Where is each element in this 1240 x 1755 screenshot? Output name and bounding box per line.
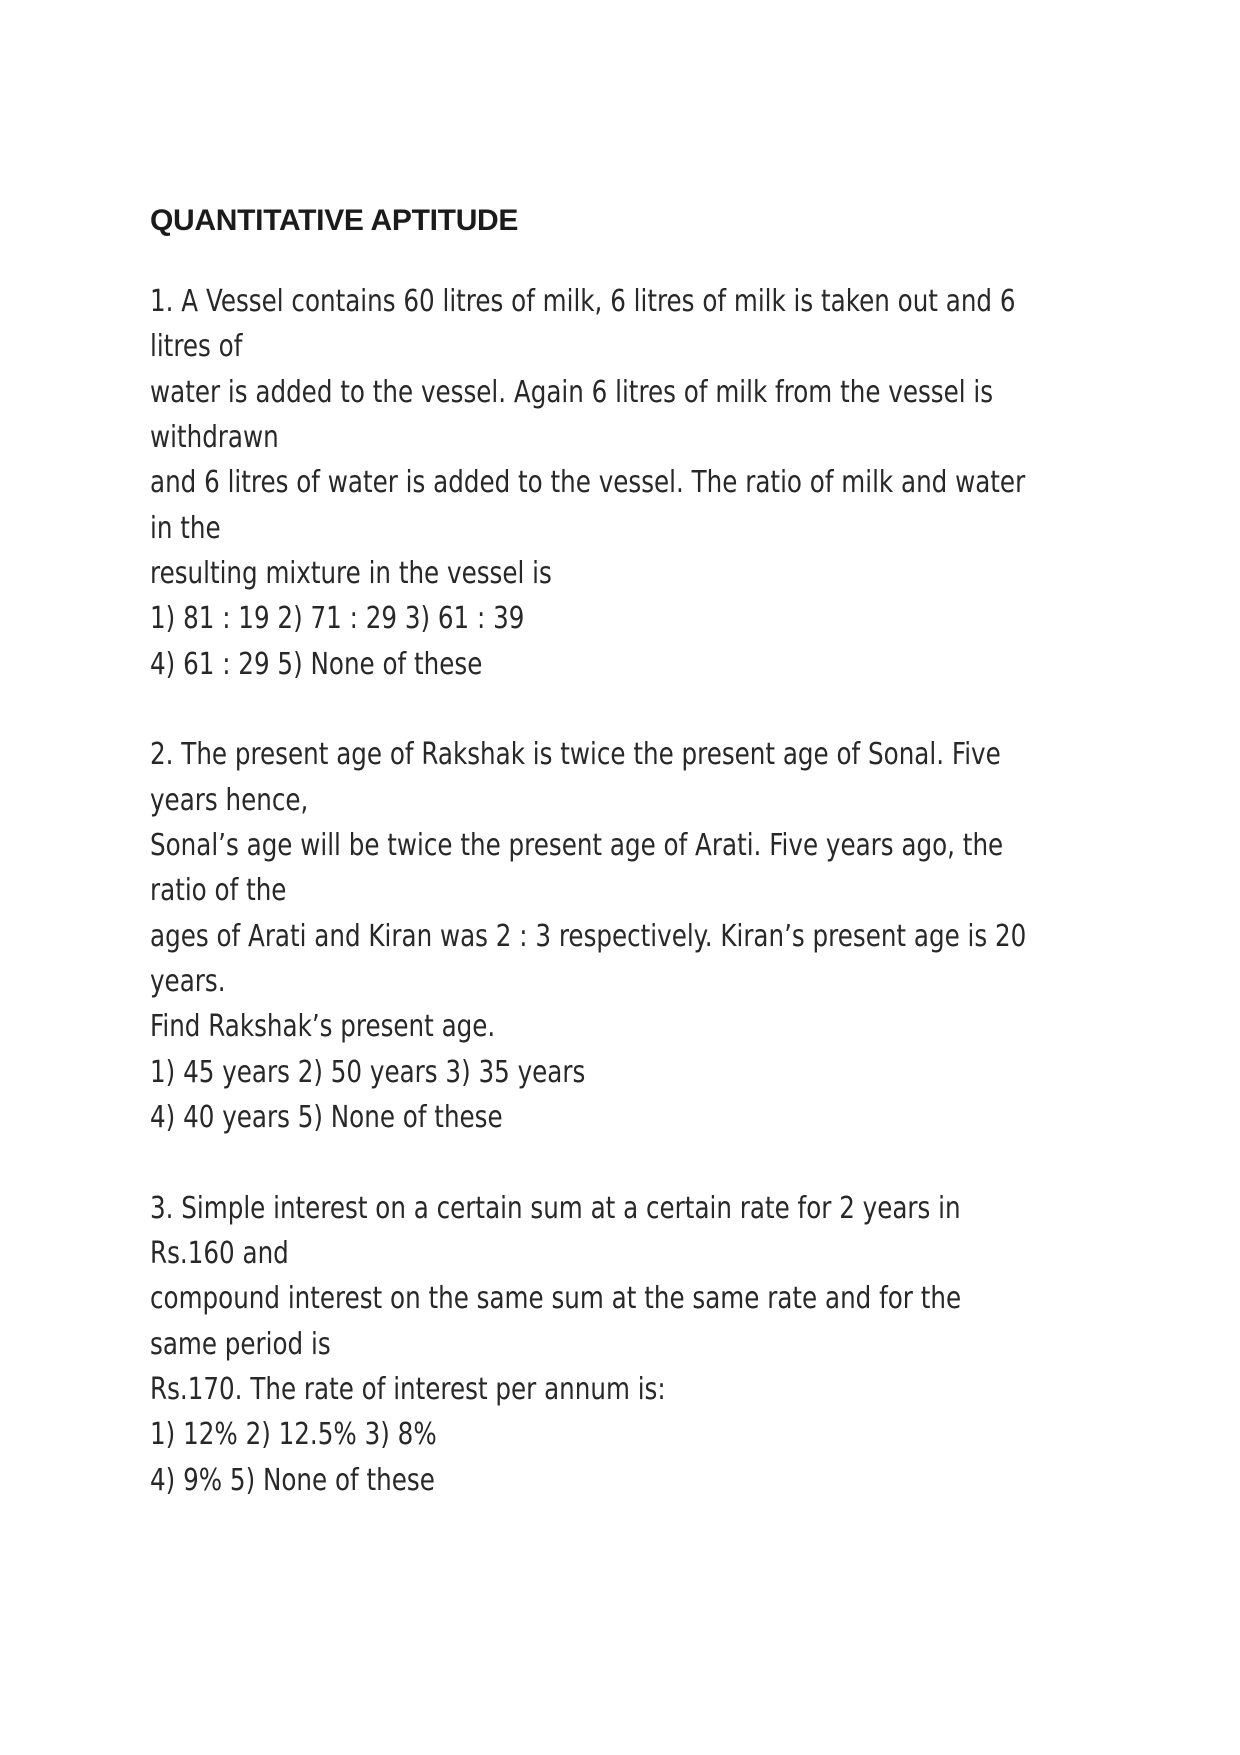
text-line: 4) 61 : 29 5) None of these: [150, 646, 483, 682]
text-line: 1) 45 years 2) 50 years 3) 35 years: [150, 1054, 586, 1090]
text-line: litres of: [150, 329, 243, 365]
text-line: 2. The present age of Rakshak is twice the present age of Sonal. Five: [150, 737, 1001, 773]
text-line: ratio of the: [150, 873, 287, 909]
question-block: [150, 279, 1026, 687]
text-line: water is added to the vessel. Again 6 litres of milk from the vessel is: [150, 374, 994, 410]
text-line: resulting mixture in the vessel is: [150, 555, 552, 591]
questions-container: [150, 279, 1026, 1503]
text-line: 4) 40 years 5) None of these: [150, 1099, 503, 1135]
text-line: compound interest on the same sum at the same rate and for the: [150, 1281, 962, 1317]
text-line: years hence,: [150, 782, 309, 818]
text-line: Rs.160 and: [150, 1235, 289, 1271]
text-line: ages of Arati and Kiran was 2 : 3 respectively. Kiran’s present age is 20: [150, 918, 1027, 954]
question-block: [150, 1186, 1026, 1503]
text-line: in the: [150, 510, 221, 546]
text-line: years.: [150, 963, 226, 999]
text-line: 3. Simple interest on a certain sum at a certain rate for 2 years in: [150, 1190, 961, 1226]
text-line: 1) 81 : 19 2) 71 : 29 3) 61 : 39: [150, 601, 525, 637]
text-line: withdrawn: [150, 419, 279, 455]
text-line: 4) 9% 5) None of these: [150, 1462, 435, 1498]
question-block: [150, 732, 1026, 1140]
text-line: Sonal’s age will be twice the present age of Arati. Five years ago, the: [150, 827, 1004, 863]
text-line: Rs.170. The rate of interest per annum is:: [150, 1371, 666, 1407]
text-line: Find Rakshak’s present age.: [150, 1009, 496, 1045]
text-line: same period is: [150, 1326, 331, 1362]
text-line: 1) 12% 2) 12.5% 3) 8%: [150, 1417, 437, 1453]
page-title: QUANTITATIVE APTITUDE: [150, 204, 519, 237]
text-line: and 6 litres of water is added to the vessel. The ratio of milk and water: [150, 465, 1026, 501]
text-line: 1. A Vessel contains 60 litres of milk, 6 litres of milk is taken out and 6: [150, 284, 1016, 319]
